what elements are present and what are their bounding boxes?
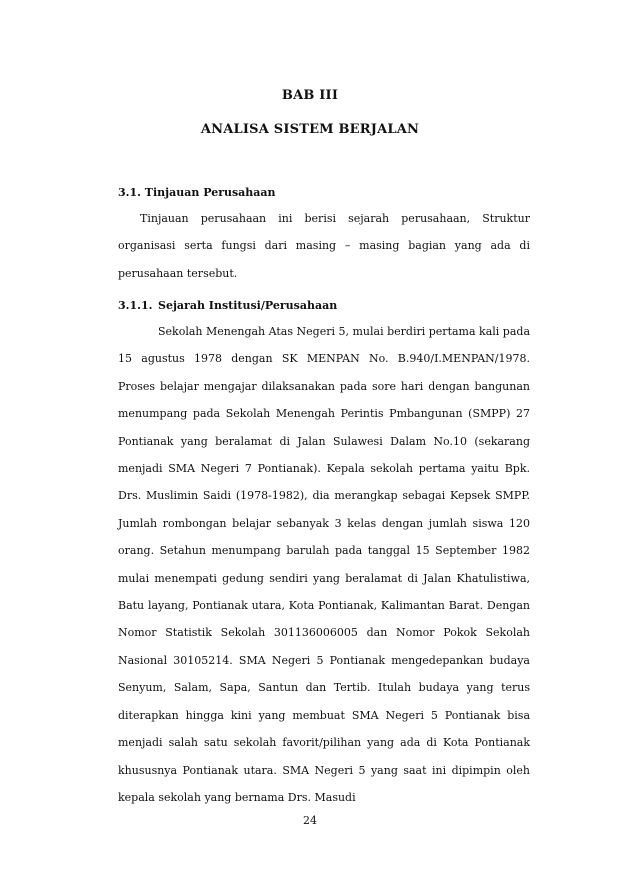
section-number: 3.1.1. xyxy=(118,299,153,312)
section-heading-3-1-1 xyxy=(118,299,337,312)
chapter-label: BAB III xyxy=(281,88,339,103)
section-title: Sejarah Institusi/Perusahaan xyxy=(158,299,338,312)
section-heading-3-1: 3.1. Tinjauan Perusahaan xyxy=(118,186,276,199)
page-number: 24 xyxy=(303,814,317,827)
section-3-1-1-paragraph: Sekolah Menengah Atas Negeri 5, mulai berdiri pertama kali pada 15 agustus 1978 dengan SK MENPAN No. B.940/I.MENPAN/1978. Proses belajar mengajar dilaksanakan pada sore hari dengan bangunan menumpang pada Sekolah Menengah Perintis Pmbangunan (SMPP) 27 Pontianak yang beralamat di Jalan Sulawesi Dalam No.10 (sekarang menjadi SMA Negeri 7 Pontianak). Kepala sekolah pertama yaitu Bpk. Drs. Muslimin Saidi (1978-1982), dia merangkap sebagai Kepsek SMPP. Jumlah rombongan belajar sebanyak 3 kelas dengan jumlah siswa 120 orang. Setahun menumpang barulah pada tanggal 15 September 1982 mulai menempati gedung sendiri yang beralamat di Jalan Khatulistiwa, Batu layang, Pontianak utara, Kota Pontianak, Kalimantan Barat. Dengan Nomor Statistik Sekolah 301136006005 dan Nomor Pokok Sekolah Nasional 30105214. SMA Negeri 5 Pontianak mengedepankan budaya Senyum, Salam, Sapa, Santun dan Tertib. Itulah budaya yang terus diterapkan hingga kini yang membuat SMA Negeri 5 Pontianak bisa menjadi salah satu sekolah favorit/pilihan yang ada di Kota Pontianak khususnya Pontianak utara. SMA Negeri 5 yang saat ini dipimpin oleh kepala sekolah yang bernama Drs. Masudi xyxy=(118,325,530,804)
chapter-title: ANALISA SISTEM BERJALAN xyxy=(200,122,420,137)
section-3-1-paragraph: Tinjauan perusahaan ini berisi sejarah perusahaan, Struktur organisasi serta fungsi dari masing – masing bagian yang ada di perusahaan tersebut. xyxy=(118,212,530,280)
